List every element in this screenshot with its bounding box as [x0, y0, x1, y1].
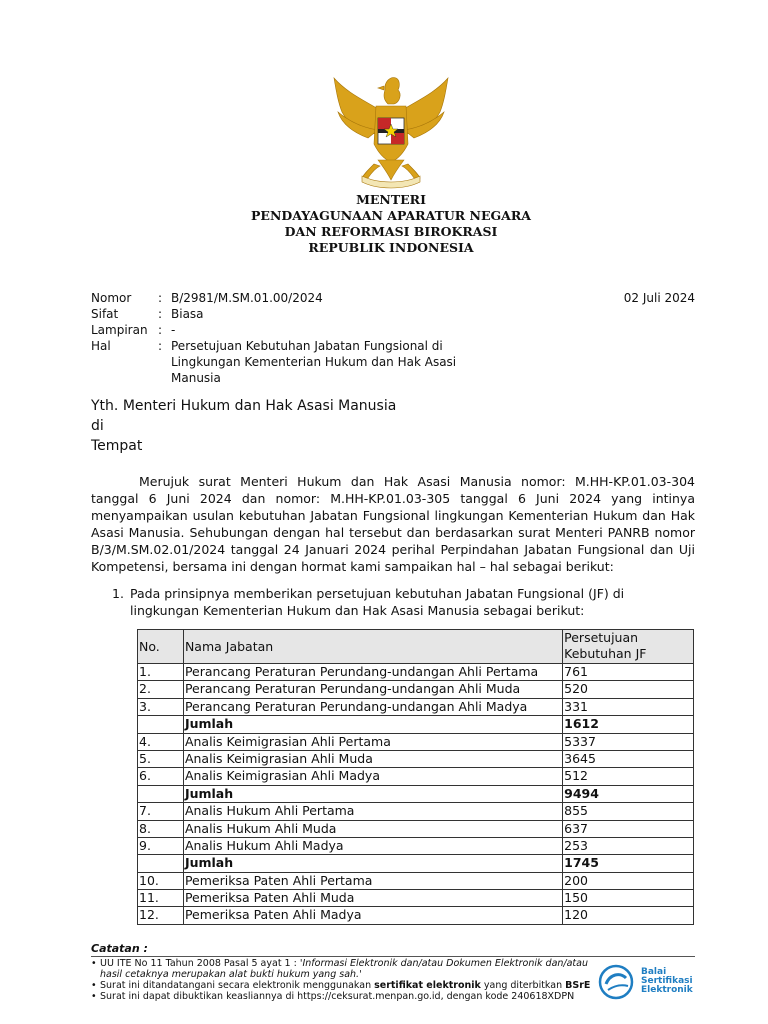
addressee-line-1: Yth. Menteri Hukum dan Hak Asasi Manusia	[91, 398, 397, 414]
cell-kebutuhan: 5337	[563, 733, 694, 750]
meta-value-hal: Persetujuan Kebutuhan Jabatan Fungsional di Lingkungan Kementerian Hukum dan Hak Asasi Manusia	[171, 339, 457, 385]
bsre-line-1: Balai	[641, 967, 667, 977]
heading-line-1: MENTERI	[356, 192, 426, 207]
note-text: '	[359, 969, 362, 980]
addressee	[91, 396, 396, 456]
garuda-emblem-icon	[328, 72, 454, 192]
cell-nama-jabatan: Perancang Peraturan Perundang-undangan Ahli Madya	[183, 698, 562, 715]
cell-no: 8.	[138, 820, 184, 837]
cell-nama-jabatan: Jumlah	[183, 855, 562, 872]
bsre-icon	[594, 962, 638, 1002]
meta-colon: :	[158, 339, 163, 353]
heading-line-2: PENDAYAGUNAAN APARATUR NEGARA	[251, 208, 531, 223]
cell-no: 9.	[138, 837, 184, 854]
table-row	[138, 733, 694, 750]
point-number: 1.	[112, 586, 124, 601]
cell-kebutuhan: 150	[563, 890, 694, 907]
cell-no: 11.	[138, 890, 184, 907]
table-row	[138, 681, 694, 698]
body-paragraph-text: Merujuk surat Menteri Hukum dan Hak Asasi Manusia nomor: M.HH-KP.01.03-304 tanggal 6 Juni 2024 dan nomor: M.HH-KP.01.03-305 tanggal 6 Juni 2024 yang intinya menyampaikan usulan kebutuhan Jabatan Fungsional lingkungan Kementerian Hukum dan Hak Asasi Manusia. Sehubungan dengan hal tersebut dan berdasarkan surat Menteri PANRB nomor B/3/M.SM.02.01/2024 tanggal 24 Januari 2024 perihal Perpindahan Jabatan Fungsional dan Uji Kompetensi, bersama ini dengan hormat kami sampaikan hal – hal sebagai berikut:	[91, 474, 695, 574]
table-row	[138, 750, 694, 767]
cell-nama-jabatan: Analis Keimigrasian Ahli Muda	[183, 750, 562, 767]
note-text: Surat ini ditandatangani secara elektronik menggunakan	[100, 980, 375, 991]
jf-table	[137, 629, 694, 925]
meta-label: Lampiran	[91, 323, 148, 337]
cell-kebutuhan: 253	[563, 837, 694, 854]
cell-kebutuhan: 512	[563, 768, 694, 785]
meta-label: Hal	[91, 339, 111, 353]
meta-row-hal	[91, 338, 695, 386]
letter-meta	[91, 290, 695, 386]
header-nama-jabatan: Nama Jabatan	[183, 630, 562, 664]
cell-kebutuhan: 855	[563, 803, 694, 820]
meta-colon: :	[158, 323, 163, 337]
cell-kebutuhan: 1745	[563, 855, 694, 872]
meta-row-nomor	[91, 290, 695, 306]
cell-nama-jabatan: Analis Hukum Ahli Muda	[183, 820, 562, 837]
addressee-line-2: di	[91, 418, 104, 434]
meta-value-lampiran: -	[171, 323, 176, 337]
cell-no: 12.	[138, 907, 184, 924]
footer-divider	[91, 956, 695, 957]
bsre-text	[641, 968, 693, 995]
point-1	[112, 585, 695, 619]
cell-kebutuhan: 120	[563, 907, 694, 924]
header-no: No.	[138, 630, 184, 664]
cell-nama-jabatan: Analis Hukum Ahli Pertama	[183, 803, 562, 820]
table-row	[138, 872, 694, 889]
cell-kebutuhan: 1612	[563, 716, 694, 733]
footer-note-3: • Surat ini dapat dibuktikan keasliannya di https://ceksurat.menpan.go.id, dengan kode 240618XDPN	[91, 991, 695, 1002]
table-header-row	[138, 630, 694, 664]
meta-label: Nomor	[91, 291, 132, 305]
note-text: yang diterbitkan	[480, 980, 566, 991]
meta-value-sifat: Biasa	[171, 307, 204, 321]
note-bold: sertifikat elektronik	[374, 980, 481, 991]
cell-no: 7.	[138, 803, 184, 820]
heading-line-4: REPUBLIK INDONESIA	[308, 240, 474, 255]
note-italic: Informasi Elektronik dan/atau Dokumen Elektronik dan/atau hasil cetaknya merupakan alat bukti hukum yang sah.	[100, 958, 588, 980]
meta-row-sifat	[91, 306, 695, 322]
table-body	[138, 664, 694, 925]
table-row	[138, 837, 694, 854]
cell-nama-jabatan: Pemeriksa Paten Ahli Pertama	[183, 872, 562, 889]
table-row	[138, 890, 694, 907]
cell-nama-jabatan: Perancang Peraturan Perundang-undangan Ahli Pertama	[183, 664, 562, 681]
cell-no: 10.	[138, 872, 184, 889]
meta-colon: :	[158, 307, 163, 321]
footer-note-1	[91, 958, 596, 980]
cell-no: 3.	[138, 698, 184, 715]
cell-no	[138, 855, 184, 872]
table-row	[138, 664, 694, 681]
table-row	[138, 803, 694, 820]
bsre-logo	[594, 962, 698, 1002]
table-row	[138, 768, 694, 785]
meta-value-nomor: B/2981/M.SM.01.00/2024	[171, 291, 323, 305]
cell-nama-jabatan: Analis Keimigrasian Ahli Madya	[183, 768, 562, 785]
cell-kebutuhan: 520	[563, 681, 694, 698]
letter-date: 02 Juli 2024	[623, 291, 695, 305]
cell-kebutuhan: 200	[563, 872, 694, 889]
cell-nama-jabatan: Analis Keimigrasian Ahli Pertama	[183, 733, 562, 750]
footer-catatan: Catatan :	[91, 942, 148, 955]
body-paragraph	[91, 473, 695, 575]
table-subtotal-row	[138, 716, 694, 733]
header-persetujuan: Persetujuan Kebutuhan JF	[563, 630, 694, 664]
note-bold: BSrE	[565, 980, 591, 991]
cell-nama-jabatan: Analis Hukum Ahli Madya	[183, 837, 562, 854]
cell-no: 4.	[138, 733, 184, 750]
cell-nama-jabatan: Pemeriksa Paten Ahli Madya	[183, 907, 562, 924]
cell-no: 5.	[138, 750, 184, 767]
meta-colon: :	[158, 291, 163, 305]
cell-no	[138, 716, 184, 733]
bsre-line-2: Sertifikasi	[641, 976, 693, 986]
cell-nama-jabatan: Pemeriksa Paten Ahli Muda	[183, 890, 562, 907]
letter-heading	[0, 192, 768, 256]
table-row	[138, 820, 694, 837]
cell-nama-jabatan: Jumlah	[183, 785, 562, 802]
meta-row-lampiran	[91, 322, 695, 338]
cell-kebutuhan: 331	[563, 698, 694, 715]
table-row	[138, 907, 694, 924]
point-1-text: Pada prinsipnya memberikan persetujuan kebutuhan Jabatan Fungsional (JF) di lingkungan Kementerian Hukum dan Hak Asasi Manusia sebagai berikut:	[130, 586, 625, 618]
cell-kebutuhan: 3645	[563, 750, 694, 767]
cell-kebutuhan: 637	[563, 820, 694, 837]
cell-no: 2.	[138, 681, 184, 698]
cell-nama-jabatan: Jumlah	[183, 716, 562, 733]
cell-no: 6.	[138, 768, 184, 785]
cell-no: 1.	[138, 664, 184, 681]
table-subtotal-row	[138, 785, 694, 802]
table-row	[138, 698, 694, 715]
addressee-line-3: Tempat	[91, 438, 143, 454]
cell-no	[138, 785, 184, 802]
note-text: UU ITE No 11 Tahun 2008 Pasal 5 ayat 1 : '	[100, 958, 303, 969]
cell-kebutuhan: 761	[563, 664, 694, 681]
bsre-line-3: Elektronik	[641, 985, 693, 995]
cell-kebutuhan: 9494	[563, 785, 694, 802]
table-subtotal-row	[138, 855, 694, 872]
meta-label: Sifat	[91, 307, 119, 321]
cell-nama-jabatan: Perancang Peraturan Perundang-undangan Ahli Muda	[183, 681, 562, 698]
heading-line-3: DAN REFORMASI BIROKRASI	[284, 224, 498, 239]
